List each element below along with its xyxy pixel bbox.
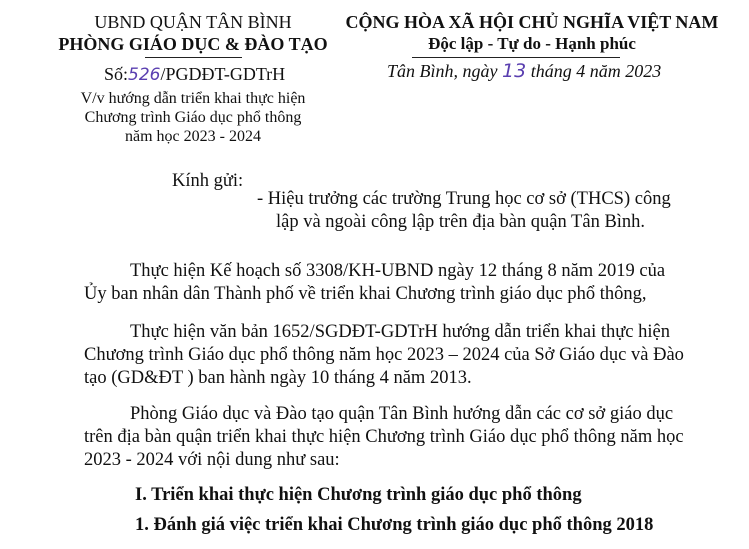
doc-number-prefix: Số:: [104, 64, 129, 84]
section-heading-1: I. Triển khai thực hiện Chương trình giáo dục phổ thông: [135, 485, 582, 505]
doc-number-suffix: /PGDĐT-GDTrH: [160, 64, 286, 84]
place-date-prefix: Tân Bình, ngày: [387, 61, 498, 81]
paragraph3-line-3: 2023 - 2024 với nội dung như sau:: [84, 450, 340, 470]
paragraph1-line-1: Thực hiện Kế hoạch số 3308/KH-UBND ngày 12 tháng 8 năm 2019 của: [130, 261, 666, 281]
place-date: [387, 60, 661, 82]
recipient-line-1: - Hiệu trưởng các trường Trung học cơ sở (THCS) công: [257, 189, 671, 209]
document-number: [104, 64, 285, 85]
authority-name: UBND QUẬN TÂN BÌNH: [94, 12, 292, 32]
section-heading-2: 1. Đánh giá việc triển khai Chương trình giáo dục phổ thông 2018: [135, 515, 654, 535]
kinh-gui-label: Kính gửi:: [172, 171, 244, 191]
paragraph3-line-1: Phòng Giáo dục và Đào tạo quận Tân Bình hướng dẫn các cơ sở giáo dục: [130, 404, 674, 424]
paragraph2-line-3: tạo (GD&ĐT ) ban hành ngày 10 tháng 4 năm 2013.: [84, 368, 472, 388]
department-name: PHÒNG GIÁO DỤC & ĐÀO TẠO: [58, 34, 328, 54]
motto-underline: [412, 57, 620, 58]
subject-line-3: năm học 2023 - 2024: [125, 128, 261, 145]
national-title: CỘNG HÒA XÃ HỘI CHỦ NGHĨA VIỆT NAM: [345, 12, 719, 32]
doc-number-handwritten: 526: [128, 65, 161, 85]
subject-line-2: Chương trình Giáo dục phổ thông: [84, 109, 302, 126]
recipient-line-2: lập và ngoài công lập trên địa bàn quận Tân Bình.: [276, 212, 646, 232]
motto: Độc lập - Tự do - Hạnh phúc: [428, 34, 636, 53]
paragraph3-line-2: trên địa bàn quận triển khai thực hiện Chương trình Giáo dục phổ thông năm học: [84, 427, 684, 447]
day-handwritten: 13: [502, 60, 527, 82]
subject-line-1: V/v hướng dẫn triển khai thực hiện: [80, 90, 306, 107]
paragraph1-line-2: Ủy ban nhân dân Thành phố về triển khai Chương trình giáo dục phổ thông,: [84, 284, 647, 304]
department-underline: [145, 57, 242, 58]
place-date-suffix: tháng 4 năm 2023: [530, 61, 662, 81]
paragraph2-line-1: Thực hiện văn bản 1652/SGDĐT-GDTrH hướng dẫn triển khai thực hiện: [130, 322, 670, 342]
paragraph2-line-2: Chương trình Giáo dục phổ thông năm học 2023 – 2024 của Sở Giáo dục và Đào: [84, 345, 684, 365]
